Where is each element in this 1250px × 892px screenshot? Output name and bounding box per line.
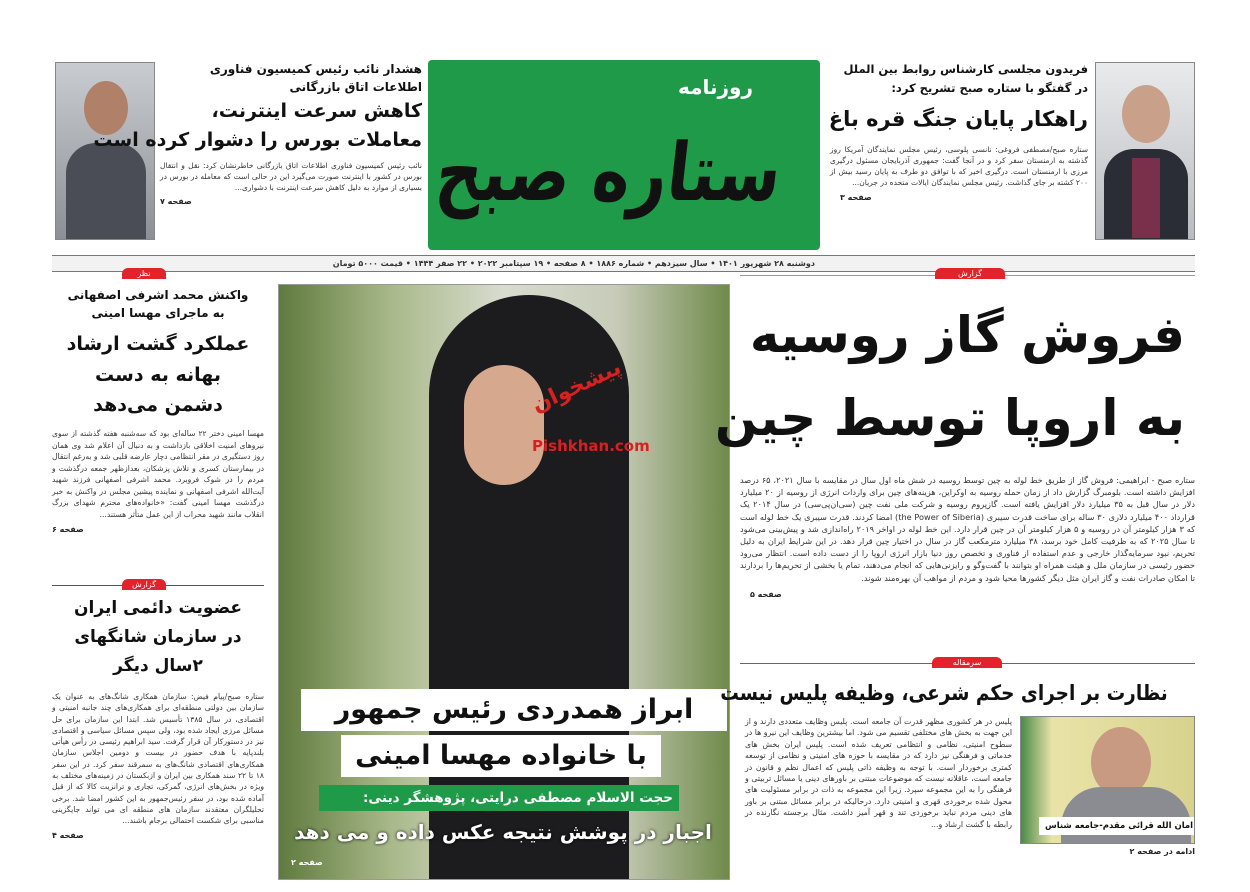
kicker: واکنش محمد اشرفی اصفهانی: [67, 288, 249, 302]
main-story: [714, 292, 1196, 600]
watermark: پیشخوان: [527, 355, 626, 419]
page-ref: صفحه ۷: [160, 197, 192, 206]
headline: بهانه به دست: [95, 364, 221, 386]
section-tag: گزارش: [122, 579, 166, 590]
kicker: به ماجرای مهسا امینی: [91, 306, 225, 320]
headline: ۲سال دیگر: [113, 656, 203, 676]
section-tag: گزارش: [935, 268, 1005, 279]
editorial-headline: نظارت بر اجرای حکم شرعی، وظیفه پلیس نیست: [720, 681, 1168, 705]
page-ref: صفحه ۶: [52, 525, 84, 534]
page-ref: صفحه ۵: [750, 589, 782, 599]
cover-subhead: اجبار در پوشش نتیجه عکس داده و می دهد: [294, 820, 712, 844]
kicker: فریدون مجلسی کارشناس روابط بین الملل: [843, 62, 1088, 76]
masthead-prefix: روزنامه: [678, 75, 753, 99]
story-body: نائب رئیس کمیسیون فناوری اطلاعات اتاق بازرگانی خاطرنشان کرد: نقل و انتقال بورس در کشور با اینترنت صورت می‌گیرد این در حالی است که معامله در بورس در بسیاری از موارد به دلیل کاهش سرعت اینترنت با دشواری...: [160, 161, 422, 192]
interviewee-photo-right: [1095, 62, 1195, 240]
photo-caption: امان الله قرائی مقدم-جامعه شناس: [1039, 817, 1195, 835]
section-tag: نظر: [122, 268, 166, 279]
opinion-story: [52, 280, 264, 535]
cover-headline: ابراز همدردی رئیس جمهور: [334, 694, 694, 725]
headline: راهکار پایان جنگ قره باغ: [828, 107, 1088, 131]
main-headline: فروش گاز روسیه: [749, 306, 1185, 364]
headline: عملکرد گشت ارشاد: [66, 333, 250, 355]
editorial-photo: [1020, 716, 1195, 844]
kicker: اطلاعات اتاق بازرگانی: [289, 80, 422, 94]
top-left-story: [93, 60, 422, 207]
dateline-bar: [52, 255, 1195, 272]
cover-headline: با خانواده مهسا امینی: [355, 740, 647, 771]
headline: در سازمان شانگهای: [74, 627, 242, 647]
headline: عضویت دائمی ایران: [74, 598, 242, 618]
cover-headline-box: [301, 689, 727, 731]
main-headline: به اروپا توسط چین: [714, 389, 1185, 447]
page-ref: صفحه ۳: [840, 193, 872, 202]
continued-ref: ادامه در صفحه ۲: [1129, 847, 1195, 856]
editorial-body: پلیس در هر کشوری مظهر قدرت آن جامعه است. پلیس وظایف متعددی دارند و از این جهت به بخش های مختلفی تقسیم می شود. اما بیشترین وظایف این نیرو ها در سطوح امنیتی، نظامی و انتظامی تعریف شده است. پلیس ایران بخش های خدماتی و فرهنگی نیز دارد که در مقایسه با حوزه های امنیتی و نظامی از توسعه کمتری برخوردار است. با توجه به وظیفه ذاتی پلیس که اعمال نظم و قانون در جامعه است، عاقلانه نیست که موضوعات مبتنی بر باورهای دینی یا مسائل تربیتی و فرهنگی را به این مجموعه سپرد. زیرا این مجموعه به ذات در برابر مسئولیت های محول شده برخوردی قهری و امنیتی دارد. درحالیکه در برابر مسائل مبتنی بر باور های دینی مردم نباید برخوردی تند و قهر آمیز داشت. مثال برجسته نگارنده در رابطه با گشت ارشاد و...: [745, 717, 1012, 829]
masthead-title: ستاره صبح: [431, 126, 787, 219]
headline: دشمن می‌دهد: [93, 394, 223, 416]
dateline: دوشنبه ۲۸ شهریور ۱۴۰۱ • سال سیزدهم • شماره ۱۸۸۶ • ۸ صفحه • ۱۹ سپتامبر ۲۰۲۲ • ۲۲ صفر ۱۴۴۴ • قیمت ۵۰۰۰ تومان: [332, 259, 815, 268]
story-body: ستاره صبح/مصطفی فروغی: نانسی پلوسی، رئیس مجلس نمایندگان آمریکا روز گذشته به ارمنستان سفر کرد و در آنجا گفت: جمهوری آذربایجان مسئول درگیری مرزی با ارمنستان است. درگیری اخیر که با توافق دو طرف به پایان رسید بیش از ۲۰۰ کشته بر جای گذاشت. رئیس مجلس نمایندگان ایالات متحده در جریان...: [830, 145, 1088, 187]
story-body: ستاره صبح - ابراهیمی: فروش گاز از طریق خط لوله به چین توسط روسیه در شش ماه اول سال در مقایسه با سال ۲۰۲۱، ۶۵ درصد افزایش داشته است. بلومبرگ گزارش داد از زمان حمله روسیه به اوکراین، هزینه‌های چین برای واردات انرژی از روسیه از ۲۰ میلیارد دلار در سال قبل به ۳۵ میلیارد دلار افزایش یافته است. گازپروم روسیه و شرکت ملی نفت چین (سی‌ان‌پی‌سی) در سال ۲۰۱۴ یک قرارداد ۴۰۰ میلیارد دلاری ۳۰ ساله برای ساخت قدرت سیبری (the Power of Siberia) امضا کردند. قدرت سیبری یک خط لوله است که ۳ هزار کیلومتر آن در روسیه و ۵ هزار کیلومتر آن در چین قرار دارد. این خط لوله در اواخر ۲۰۱۹ راه‌اندازی شد و پیش‌بینی می‌شود تا سال ۲۰۲۵ که به ظرفیت کامل خود برسد، ۳۸ میلیارد مترمکعب گاز در سال در اختیار چین قرار دهد. در این شرایط ایران به دلیل تحریم، نبود سرمایه‌گذار خارجی و عدم استفاده از فناوری و تخصص روز دنیا بازار انرژی اروپا را از دست داده است. انتظار می‌رود حضور رئیسی در سازمان ملل و هیئت همراه او بتوانند با گفت‌وگو و رایزنی‌هایی که انجام می‌دهند، تمام یا بخشی از تحریم‌ها را بردارند تا امکان صادرات نفت و گاز ایران مثل دیگر کشورها محیا شود و مردم از مواهب آن بهره‌مند شوند.: [740, 475, 1196, 583]
section-tag: سرمقاله: [932, 657, 1002, 668]
headline: کاهش سرعت اینترنت،: [211, 100, 422, 122]
page-ref: صفحه ۲: [291, 858, 323, 867]
watermark: Pishkhan.com: [532, 437, 650, 455]
cover-photo: [278, 284, 730, 880]
cover-headline-box: [341, 735, 661, 777]
kicker: در گفتگو با ستاره صبح تشریح کرد:: [891, 81, 1088, 95]
page-ref: صفحه ۴: [52, 830, 84, 840]
headline: معاملات بورس را دشوار کرده است: [93, 129, 422, 151]
top-right-story: [830, 60, 1088, 203]
cover-kicker: حجت الاسلام مصطفی درایتی، پژوهشگر دینی:: [319, 785, 679, 811]
masthead: [428, 60, 820, 250]
editorial-content: [745, 716, 1195, 857]
story-body: مهسا امینی دختر ۲۲ ساله‌ای بود که سه‌شنبه هفته گذشته از سوی نیروهای امنیت اخلاقی بازداشت و به دنبال آن اعلام شد وی همان روز دستگیری در مقر انتظامی دچار عارضه قلبی شد و به‌رغم انتقال در بیمارستان کسری و تلاش پزشکان، بعدازظهر جمعه درگذشت و مردم را در شوک فروبرد. محمد اشرفی اصفهانی فرزند شهید آیت‌الله اشرفی اصفهانی و نماینده پیشین مجلس در واکنش به خبر درگذشت مهسا امینی گفت: «خانواده‌های محترم شهدای بزرگ انقلاب مانند شهید محراب از این عمل متأثر هستند...: [52, 429, 264, 519]
shanghai-story: [52, 594, 264, 841]
story-body: ستاره صبح/پیام فیض: سازمان همکاری شانگ‌های به عنوان یک سازمان بین دولتی منطقه‌ای برای همکاری‌های چند جانبه امنیتی و اقتصادی، در سال ۱۳۸۵ تأسیس شد. ابتدا این سازمان برای حل مسائل مرزی ایجاد شده بود، ولی سپس مسائل سیاسی و اقتصادی نیز در دستورکار آن قرار گرفت. سید ابراهیم رئیسی در رأس هیأتی بلندپایه با هدف حضور در بیست و دومین اجلاس سازمان همکاری‌های اقتصادی شانگ‌های به سمرقند سفر کرد. در این سفر ۱۸ تا ۲۲ سند همکاری بین ایران و ازبکستان در زمینه‌های مختلف به ویژه در بخش‌های انرژی، گمرکی، تجاری و ترانزیت کالا که از قبل آماده شده بود، در سفر رئیس‌جمهور به این کشور امضا شد. برخی تحلیلگران معتقدند سازمان های منطقه ای می تواند جایگزینی مناسبی برای شکست احتمالی برجام باشند...: [52, 692, 264, 826]
kicker: هشدار نائب رئیس کمیسیون فناوری: [209, 62, 422, 76]
